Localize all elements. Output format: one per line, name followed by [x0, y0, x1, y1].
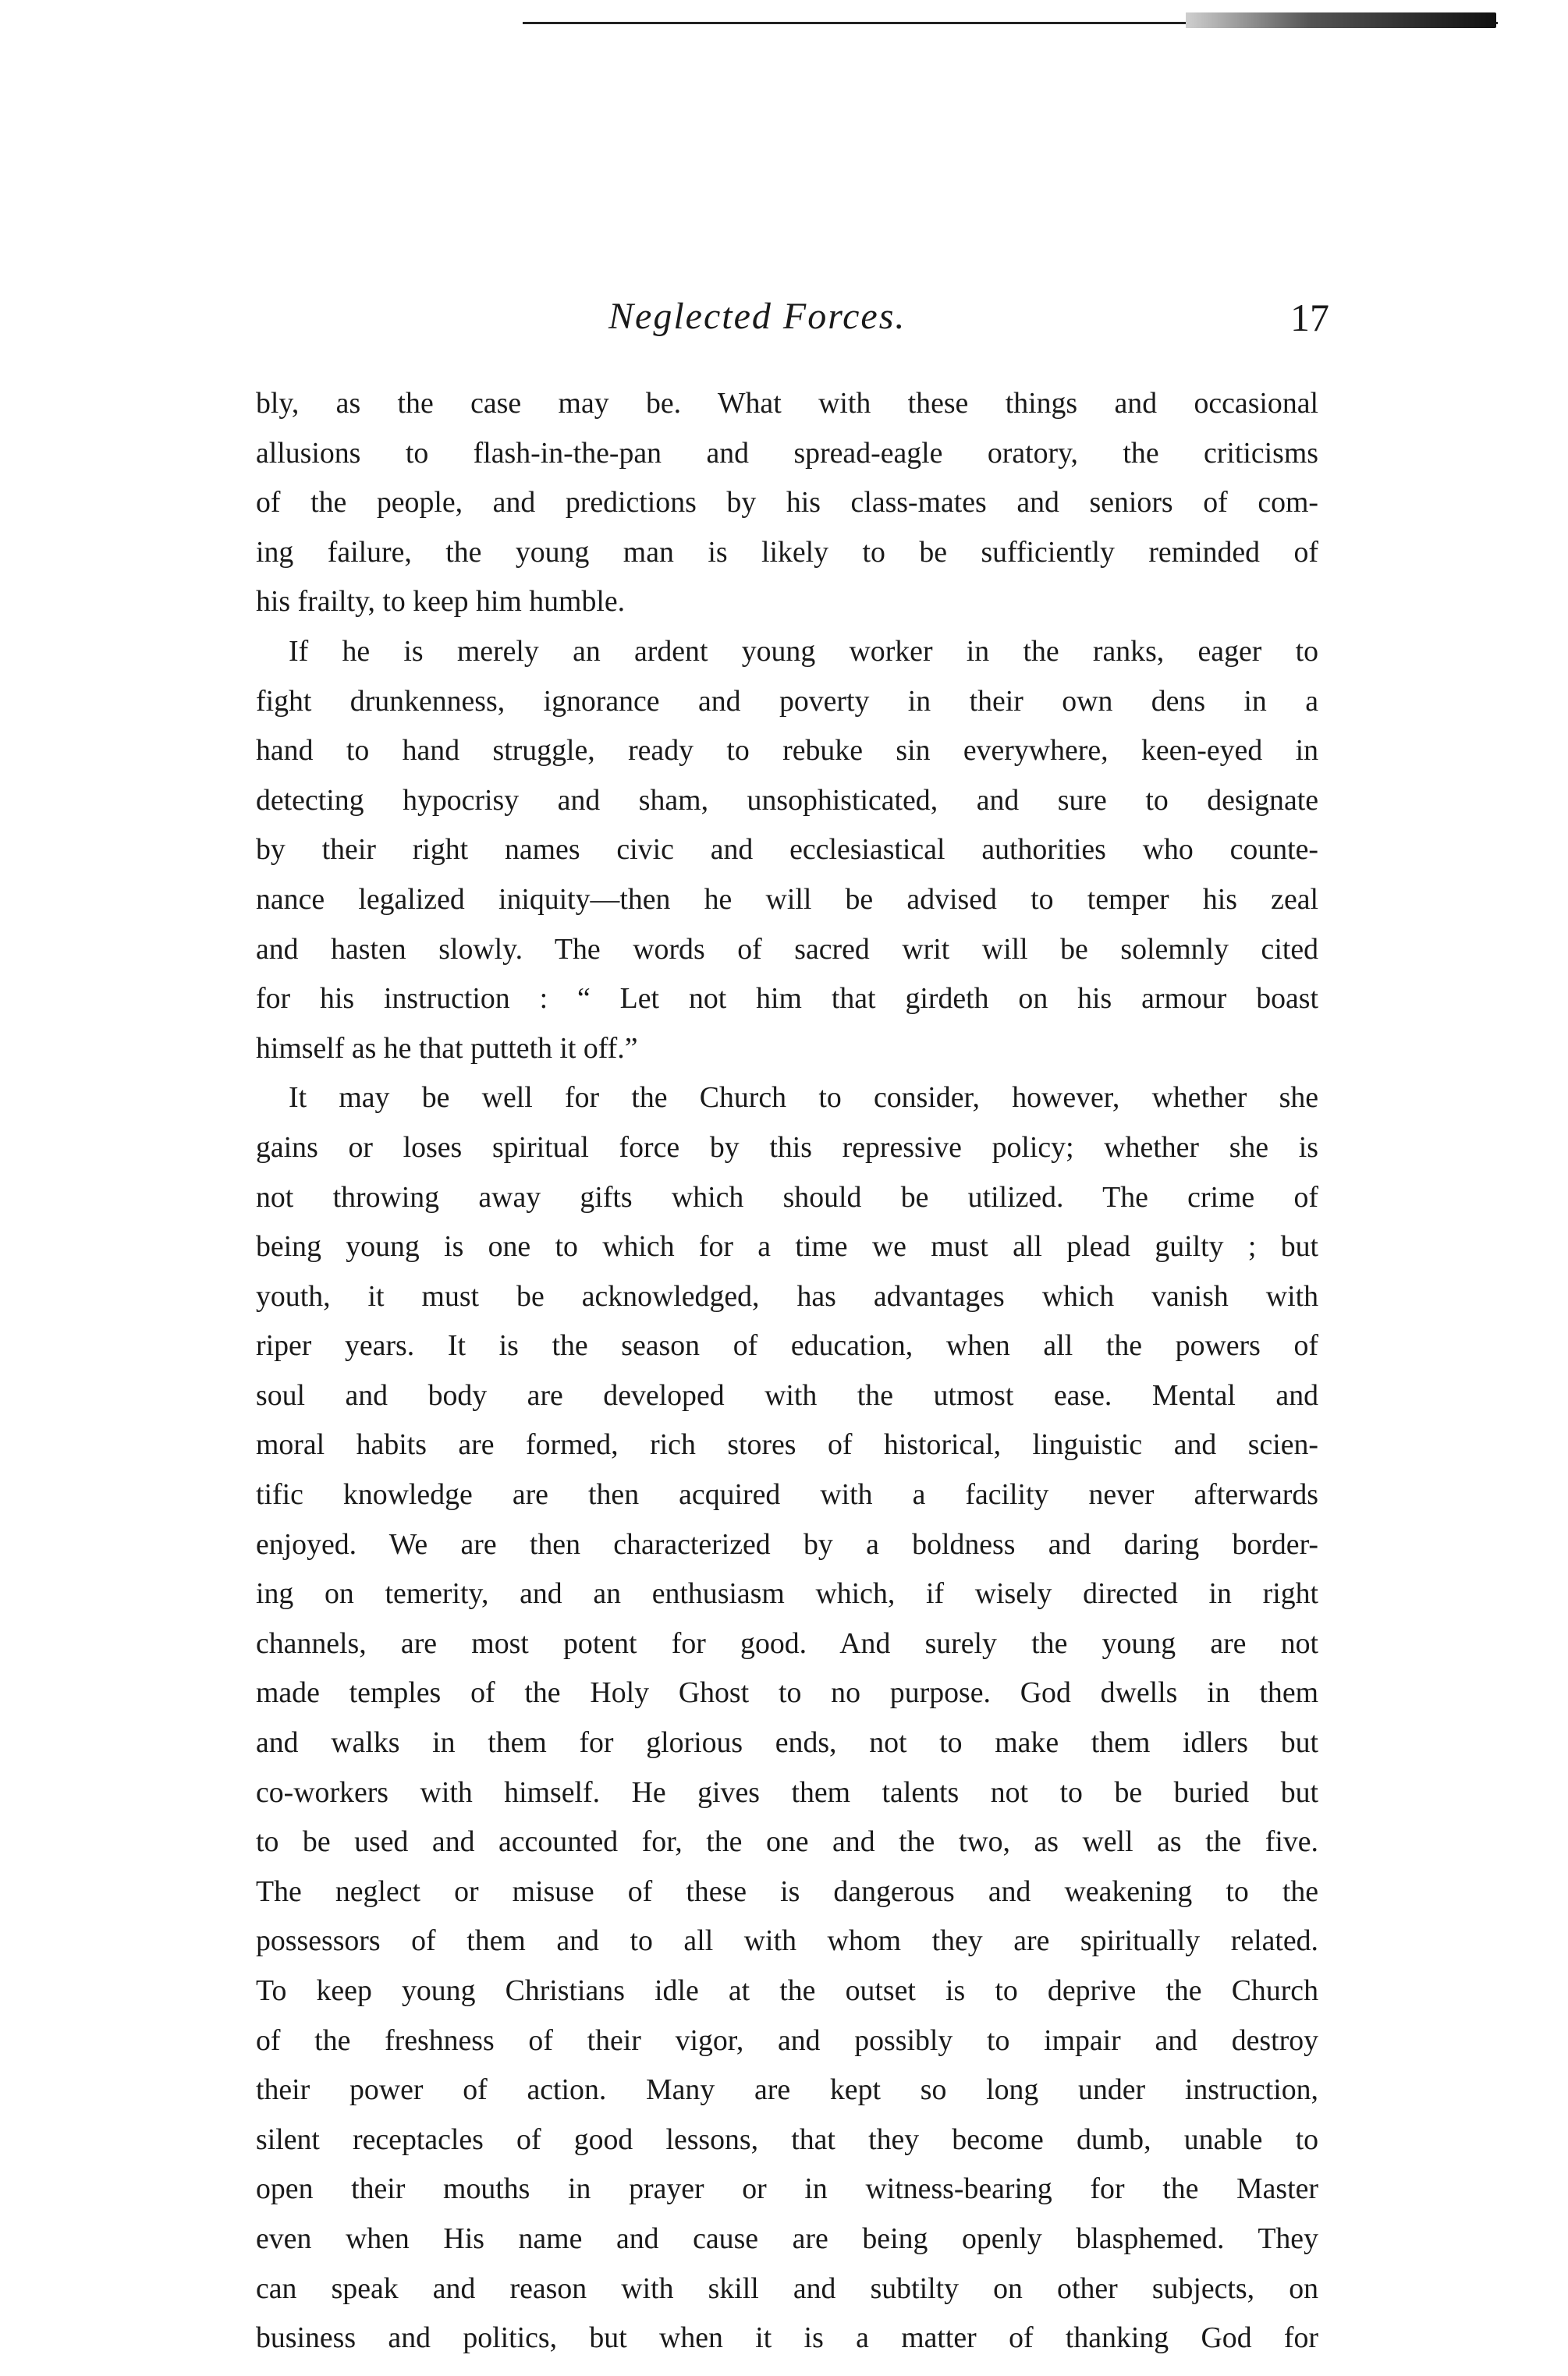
text-line: made temples of the Holy Ghost to no purpose. God dwells in them: [256, 1676, 1318, 1710]
text-line: and hasten slowly. The words of sacred writ will be solemnly cited: [256, 932, 1318, 966]
text-line: by their right names civic and ecclesiastical authorities who counte-: [256, 833, 1318, 867]
text-line: for his instruction : “ Let not him that girdeth on his armour boast: [256, 982, 1318, 1016]
text-line: To keep young Christians idle at the outset is to deprive the Church: [256, 1974, 1318, 2007]
text-line: detecting hypocrisy and sham, unsophisticated, and sure to designate: [256, 783, 1318, 817]
text-line: soul and body are developed with the utmost ease. Mental and: [256, 1378, 1318, 1412]
text-line: being young is one to which for a time we must all plead guilty ; but: [256, 1230, 1318, 1264]
text-line: can speak and reason with skill and subtilty on other subjects, on: [256, 2271, 1318, 2305]
text-line: open their mouths in prayer or in witness-bearing for the Master: [256, 2172, 1318, 2206]
text-line: enjoyed. We are then characterized by a boldness and daring border-: [256, 1527, 1318, 1561]
text-line: even when His name and cause are being openly blasphemed. They: [256, 2222, 1318, 2255]
paragraph-1: [256, 379, 1318, 627]
text-line: fight drunkenness, ignorance and poverty in their own dens in a: [256, 684, 1318, 718]
text-line: youth, it must be acknowledged, has advantages which vanish with: [256, 1279, 1318, 1313]
text-line: allusions to flash-in-the-pan and spread-eagle oratory, the criticisms: [256, 436, 1318, 470]
text-line: moral habits are formed, rich stores of historical, linguistic and scien-: [256, 1428, 1318, 1462]
running-head: Neglected Forces.: [608, 296, 906, 337]
paragraph-2: [256, 627, 1318, 1073]
text-line: channels, are most potent for good. And surely the young are not: [256, 1626, 1318, 1660]
text-line: of the people, and predictions by his class-mates and seniors of com-: [256, 486, 1318, 520]
text-line: and walks in them for glorious ends, not to make them idlers but: [256, 1726, 1318, 1760]
body-text: [256, 379, 1318, 2364]
text-line: gains or loses spiritual force by this repressive policy; whether she is: [256, 1130, 1318, 1164]
text-line: ing failure, the young man is likely to be sufficiently reminded of: [256, 535, 1318, 569]
text-line: hand to hand struggle, ready to rebuke sin everywhere, keen-eyed in: [256, 734, 1318, 768]
text-line: of the freshness of their vigor, and possibly to impair and destroy: [256, 2023, 1318, 2057]
text-line: co-workers with himself. He gives them talents not to be buried but: [256, 1775, 1318, 1809]
text-line: riper years. It is the season of education, when all the powers of: [256, 1329, 1318, 1363]
text-line: ing on temerity, and an enthusiasm which, if wisely directed in right: [256, 1577, 1318, 1611]
text-line: tific knowledge are then acquired with a facility never afterwards: [256, 1478, 1318, 1512]
text-line: his frailty, to keep him humble.: [256, 585, 626, 619]
text-line: possessors of them and to all with whom they are spiritually related.: [256, 1924, 1318, 1958]
text-line: not throwing away gifts which should be utilized. The crime of: [256, 1180, 1318, 1214]
text-line: It may be well for the Church to consider, however, whether she: [289, 1081, 1318, 1115]
text-line: silent receptacles of good lessons, that they become dumb, unable to: [256, 2122, 1318, 2156]
scan-edge-mark: [1186, 12, 1496, 28]
text-line: business and politics, but when it is a matter of thanking God for: [256, 2321, 1318, 2355]
text-line: If he is merely an ardent young worker in the ranks, eager to: [289, 634, 1318, 668]
text-line: their power of action. Many are kept so long under instruction,: [256, 2073, 1318, 2107]
paragraph-3: [256, 1073, 1318, 2363]
page-number: 17: [1290, 296, 1329, 339]
text-line: himself as he that putteth it off.”: [256, 1031, 638, 1065]
text-line: The neglect or misuse of these is dangerous and weakening to the: [256, 1874, 1318, 1908]
text-line: nance legalized iniquity—then he will be advised to temper his zeal: [256, 882, 1318, 916]
text-line: bly, as the case may be. What with these things and occasional: [256, 387, 1318, 420]
text-line: to be used and accounted for, the one and the two, as well as the five.: [256, 1825, 1318, 1859]
